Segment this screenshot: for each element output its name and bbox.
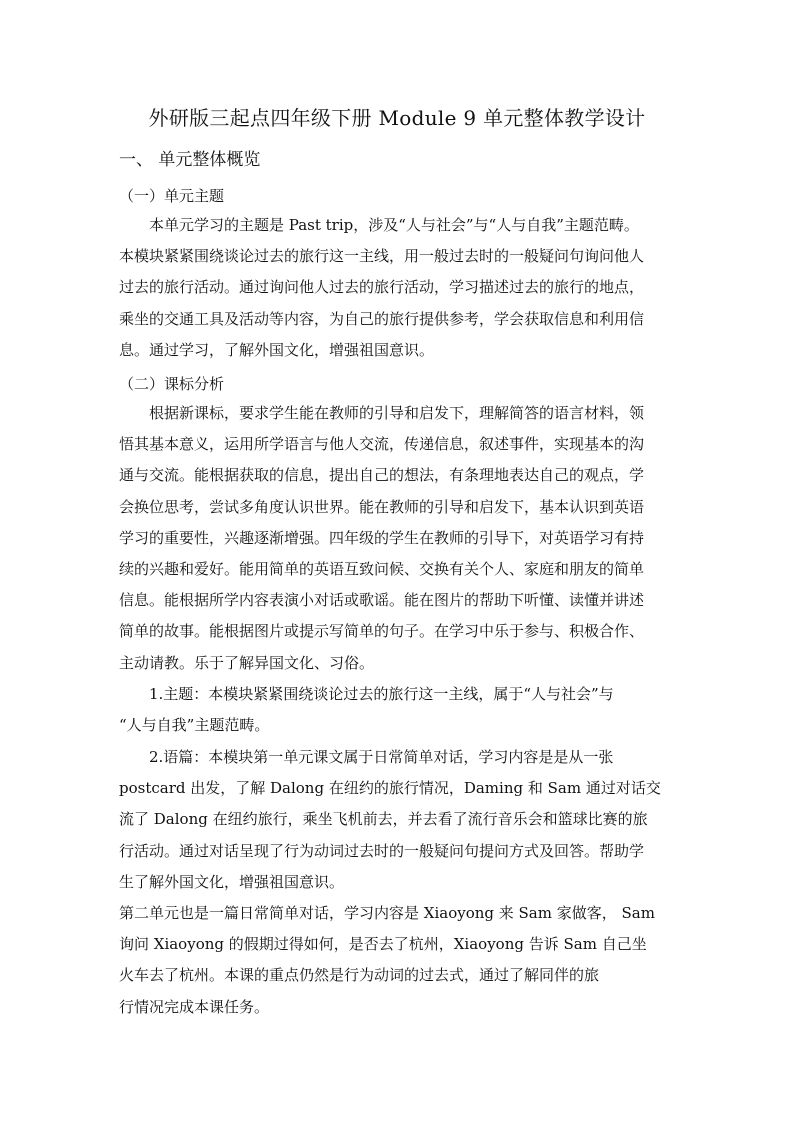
section-heading-overview: 一、 单元整体概览 bbox=[119, 150, 261, 170]
text-line: 会换位思考，尝试多角度认识世界。能在教师的引导和启发下，基本认识到英语 bbox=[119, 497, 645, 516]
text-line: 本模块紧紧围绕谈论过去的旅行这一主线，用一般过去时的一般疑问句询问他人 bbox=[119, 247, 645, 266]
paragraph-curriculum bbox=[119, 398, 685, 679]
paragraph-point-discourse bbox=[119, 742, 685, 1023]
text-line: 乘坐的交通工具及活动等内容，为自己的旅行提供参考，学会获取信息和利用信 bbox=[119, 309, 645, 328]
text-line: 询问 Xiaoyong 的假期过得如何，是否去了杭州，Xiaoyong 告诉 Sam 自己坐 bbox=[119, 935, 647, 954]
text-line: 火车去了杭州。本课的重点仍然是行为动词的过去式，通过了解同伴的旅 bbox=[119, 966, 600, 985]
text-line: 简单的故事。能根据图片或提示写简单的句子。在学习中乐于参与、积极合作、 bbox=[119, 622, 645, 641]
text-line: 2.语篇：本模块第一单元课文属于日常简单对话，学习内容是是从一张 bbox=[119, 748, 614, 766]
text-line: 流了 Dalong 在纽约旅行，乘坐飞机前去，并去看了流行音乐会和篮球比赛的旅 bbox=[119, 810, 648, 829]
text-line: 通与交流。能根据获取的信息，提出自己的想法，有条理地表达自己的观点，学 bbox=[119, 466, 645, 485]
text-line: 续的兴趣和爱好。能用简单的英语互致问候、交换有关个人、家庭和朋友的简单 bbox=[119, 560, 645, 579]
text-line: 悟其基本意义，运用所学语言与他人交流，传递信息，叙述事件，实现基本的沟 bbox=[119, 435, 645, 454]
text-line: 行情况完成本课任务。 bbox=[119, 997, 270, 1016]
text-line: 学习的重要性，兴趣逐渐增强。四年级的学生在教师的引导下，对英语学习有持 bbox=[119, 528, 645, 547]
text-line: 本单元学习的主题是 Past trip，涉及“人与社会”与“人与自我”主题范畴。 bbox=[119, 216, 639, 234]
document-title: 外研版三起点四年级下册 Module 9 单元整体教学设计 bbox=[148, 106, 646, 130]
text-line: “人与自我”主题范畴。 bbox=[119, 716, 270, 735]
text-line: 信息。能根据所学内容表演小对话或歌谣。能在图片的帮助下听懂、读懂并讲述 bbox=[119, 591, 645, 610]
paragraph-theme bbox=[119, 210, 685, 366]
text-line: 主动请教。乐于了解异国文化、习俗。 bbox=[119, 653, 375, 672]
text-line: 第二单元也是一篇日常简单对话，学习内容是 Xiaoyong 来 Sam 家做客， Sam bbox=[119, 904, 655, 923]
paragraph-point-theme bbox=[119, 679, 685, 741]
subsection-heading-theme: （一）单元主题 bbox=[119, 187, 225, 205]
text-line: 行活动。通过对话呈现了行为动词过去时的一般疑问句提问方式及回答。帮助学 bbox=[119, 841, 645, 860]
text-line: 1.主题：本模块紧紧围绕谈论过去的旅行这一主线，属于“人与社会”与 bbox=[119, 685, 614, 703]
text-line: postcard 出发，了解 Dalong 在纽约的旅行情况，Daming 和 Sam 通过对话交 bbox=[119, 779, 661, 798]
text-line: 生了解外国文化，增强祖国意识。 bbox=[119, 872, 345, 891]
subsection-heading-curriculum: （二）课标分析 bbox=[119, 375, 225, 393]
text-line: 根据新课标，要求学生能在教师的引导和启发下，理解简答的语言材料，领 bbox=[119, 404, 645, 422]
text-line: 过去的旅行活动。通过询问他人过去的旅行活动，学习描述过去的旅行的地点， bbox=[119, 278, 645, 297]
text-line: 息。通过学习，了解外国文化，增强祖国意识。 bbox=[119, 340, 435, 359]
